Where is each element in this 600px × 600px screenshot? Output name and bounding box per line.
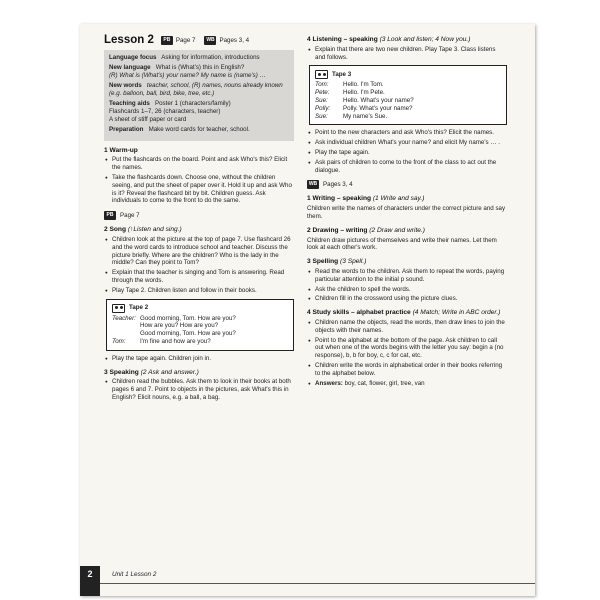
list-item: ● Point to the alphabet at the bottom of the page. Ask children to call out when one of the words begins with the letter you say: begin a (no response), b, b for boy, c, c for cat, etc. <box>315 337 507 360</box>
transcript-line <box>315 113 501 121</box>
speaker: Sue: <box>315 112 328 120</box>
new-language-text: What is (What's) this in English? <box>155 64 245 72</box>
preparation-row <box>109 126 289 134</box>
speaking-list <box>104 378 294 401</box>
list-item: ● Ask individual children What's your name? and elicit My name's … . <box>315 139 507 147</box>
speaker: Teacher: <box>112 314 136 322</box>
list-item: ● Point to the new characters and ask Who's this? Elicit the names. <box>315 129 507 137</box>
song-list <box>104 236 294 295</box>
line-text: Hello. What's your name? <box>343 96 414 104</box>
new-language-label: New language <box>109 64 151 72</box>
line-text: Hello. I'm Tom. <box>343 81 384 89</box>
footer-text: Unit 1 Lesson 2 <box>112 571 157 578</box>
study-skills-instruction: (4 Match; Write in ABC order.) <box>412 309 501 317</box>
speaker: Polly: <box>315 104 331 112</box>
cassette-icon <box>112 304 125 313</box>
writing-text: Children write the names of characters under the correct picture and say them. <box>307 205 506 220</box>
new-words-label: New words <box>109 82 142 90</box>
lesson-title: Lesson 2 <box>104 33 154 46</box>
section-song-title <box>104 226 294 234</box>
teaching-aids-row <box>109 100 289 123</box>
tape-2-header <box>112 304 288 313</box>
song-instruction: (↑Listen and sing.) <box>127 226 182 234</box>
transcript-line <box>112 315 288 323</box>
list-item: ● Read the words to the children. Ask them to repeat the words, paying particular attention to the initial p sound. <box>315 268 507 284</box>
writing-instruction: (1 Write and say.) <box>372 195 425 203</box>
preparation-label: Preparation <box>109 126 144 134</box>
new-language-row <box>109 64 289 80</box>
line-text: Good morning, Tom. How are you? <box>140 330 236 338</box>
speaking-title-text: 3 Speaking <box>104 368 139 376</box>
section-speaking-title <box>104 369 294 377</box>
writing-title-text: 1 Writing – speaking <box>307 195 371 203</box>
transcript-line <box>112 330 288 338</box>
speaker: Tom: <box>112 338 126 346</box>
warm-up-list <box>104 156 294 205</box>
transcript-line <box>112 322 288 330</box>
workbook-ref-row <box>307 180 507 189</box>
study-skills-list <box>307 319 507 387</box>
speaker: Tom: <box>315 81 329 89</box>
list-item: ● Explain that there are two new children. Play Tape 3. Class listens and follows. <box>315 46 507 62</box>
list-item: ● Play the tape again. Children join in. <box>112 355 294 363</box>
transcript-line <box>315 105 501 113</box>
section-writing-title <box>307 195 507 203</box>
speaker <box>112 330 140 338</box>
section-drawing-title <box>307 227 507 235</box>
tape-3-header <box>315 70 501 79</box>
new-language-text-2: (R) What is (What's) your name? My name is (name's) … <box>109 72 266 80</box>
listening-list <box>307 46 507 62</box>
section-study-skills-title <box>307 309 507 317</box>
lesson-focus-box <box>104 50 294 141</box>
preparation-text: Make word cards for teacher, school. <box>148 126 250 134</box>
list-item: ● Explain that the teacher is singing and Tom is answering. Read through the words. <box>112 269 294 285</box>
page-ref: Page 7 <box>175 36 196 44</box>
list-item: ● Children look at the picture at the top of page 7. Use flashcard 26 and the word cards to introduce school and teacher. Discuss the picture briefly. Where are the children? Who is the lady in the middle? Can they point to Tom? <box>112 236 294 267</box>
list-item: ● Play Tape 2. Children listen and follow in their books. <box>112 287 294 295</box>
line-text: How are you? How are you? <box>140 322 219 330</box>
list-item: ● Children fill in the crossword using the picture clues. <box>315 295 507 303</box>
answers-text: boy, cat, flower, girl, tree, van <box>344 379 425 387</box>
workbook-icon: WB <box>308 181 318 188</box>
cassette-icon <box>315 70 328 79</box>
language-focus-label: Language focus <box>109 54 157 61</box>
transcript-line <box>315 89 501 97</box>
right-column <box>307 36 507 389</box>
song-title-text: 2 Song <box>104 226 126 234</box>
transcript-line <box>315 81 501 89</box>
line-text: I'm fine and how are you? <box>140 338 211 346</box>
speaking-instruction: (2 Ask and answer.) <box>140 368 199 376</box>
list-item: ● Children name the objects, read the words, then draw lines to join the objects with their names. <box>315 319 507 335</box>
list-item: ● Ask pairs of children to come to the front of the class to act out the dialogue. <box>315 159 507 175</box>
line-text: Polly. What's your name? <box>343 104 413 112</box>
list-item: ● Children read the bubbles. Ask them to look in their books at both pages 6 and 7. Point to objects in the pictures, ask What's this in English? Elicit nouns, e.g. a ball, a bag. <box>112 378 294 401</box>
listening-list-2 <box>307 129 507 174</box>
list-item: ● Play the tape again. <box>315 149 507 157</box>
listening-instruction: (3 Look and listen; 4 Now you.) <box>379 36 471 43</box>
footer-rule <box>100 583 535 584</box>
tape-2-box <box>106 299 294 351</box>
page-ref: Page 7 <box>120 211 140 219</box>
section-spelling-title <box>307 258 507 266</box>
tape-2-title: Tape 2 <box>129 304 149 312</box>
tape-3-box <box>309 65 507 125</box>
speaker <box>112 322 140 330</box>
section-listening-title <box>307 36 507 44</box>
line-text: My name's Sue. <box>343 112 388 120</box>
page-number: 2 <box>80 566 100 596</box>
speaker: Pete: <box>315 89 330 97</box>
document-page <box>80 24 535 596</box>
transcript-line <box>315 97 501 105</box>
answers-label: Answers: <box>315 379 343 387</box>
speaker: Sue: <box>315 96 328 104</box>
workbook-pages: Pages 3, 4 <box>219 36 250 44</box>
teaching-aids-text: Poster 1 (characters/family) <box>154 100 231 108</box>
lesson-header <box>104 33 294 46</box>
drawing-instruction: (2 Draw and write.) <box>369 226 425 234</box>
language-focus-row <box>109 54 289 62</box>
teaching-aids-text-2: Flashcards 1–7, 26 (characters, teacher) <box>109 108 221 116</box>
list-item: ● Take the flashcards down. Choose one, without the children seeing, and put the sheet of paper over it. Hold it up and ask Who is it? Reveal the flashcard bit by bit. Children guess. Ask individuals to come to the front to do the same. <box>112 174 294 205</box>
answers-item <box>315 380 507 388</box>
teaching-aids-label: Teaching aids <box>109 100 150 108</box>
workbook-icon: WB <box>206 37 215 43</box>
language-focus-text: Asking for information, introductions <box>161 54 260 61</box>
new-words-row <box>109 82 289 98</box>
list-item: ● Put the flashcards on the board. Point and ask Who's this? Elicit the names. <box>112 156 294 172</box>
spelling-instruction: (3 Spell.) <box>340 258 367 266</box>
drawing-text: Children draw pictures of themselves and write their names. Let them look at each other's work. <box>307 236 497 252</box>
teaching-aids-text-3: A sheet of stiff paper or card <box>109 116 187 124</box>
listening-title-text: 4 Listening – speaking <box>307 36 378 43</box>
page-ref-row <box>104 211 294 220</box>
line-text: Good morning, Tom. How are you? <box>140 314 236 322</box>
tape-3-title: Tape 3 <box>332 70 352 78</box>
study-skills-title-text: 4 Study skills – alphabet practice <box>307 309 411 317</box>
drawing-title-text: 2 Drawing – writing <box>307 226 368 234</box>
list-item: ● Children write the words in alphabetical order in their books referring to the alphabet below. <box>315 362 507 378</box>
transcript-line <box>112 338 288 346</box>
pupils-book-icon: PB <box>161 36 173 45</box>
spelling-title-text: 3 Spelling <box>307 258 339 266</box>
page-footer <box>80 566 535 596</box>
list-item: ● Ask the children to spell the words. <box>315 286 507 294</box>
new-words-text: teacher, school, (R) names, nouns already known (e.g. balloon, ball, bird, bike, tree, etc.) <box>109 82 283 98</box>
spelling-list <box>307 268 507 303</box>
pupils-book-icon: PB <box>104 211 116 220</box>
line-text: Hello. I'm Pete. <box>343 89 385 97</box>
workbook-pages: Pages 3, 4 <box>323 180 353 188</box>
song-list-2 <box>104 355 294 363</box>
left-column <box>104 33 294 404</box>
section-warm-up-title: 1 Warm-up <box>104 146 138 154</box>
